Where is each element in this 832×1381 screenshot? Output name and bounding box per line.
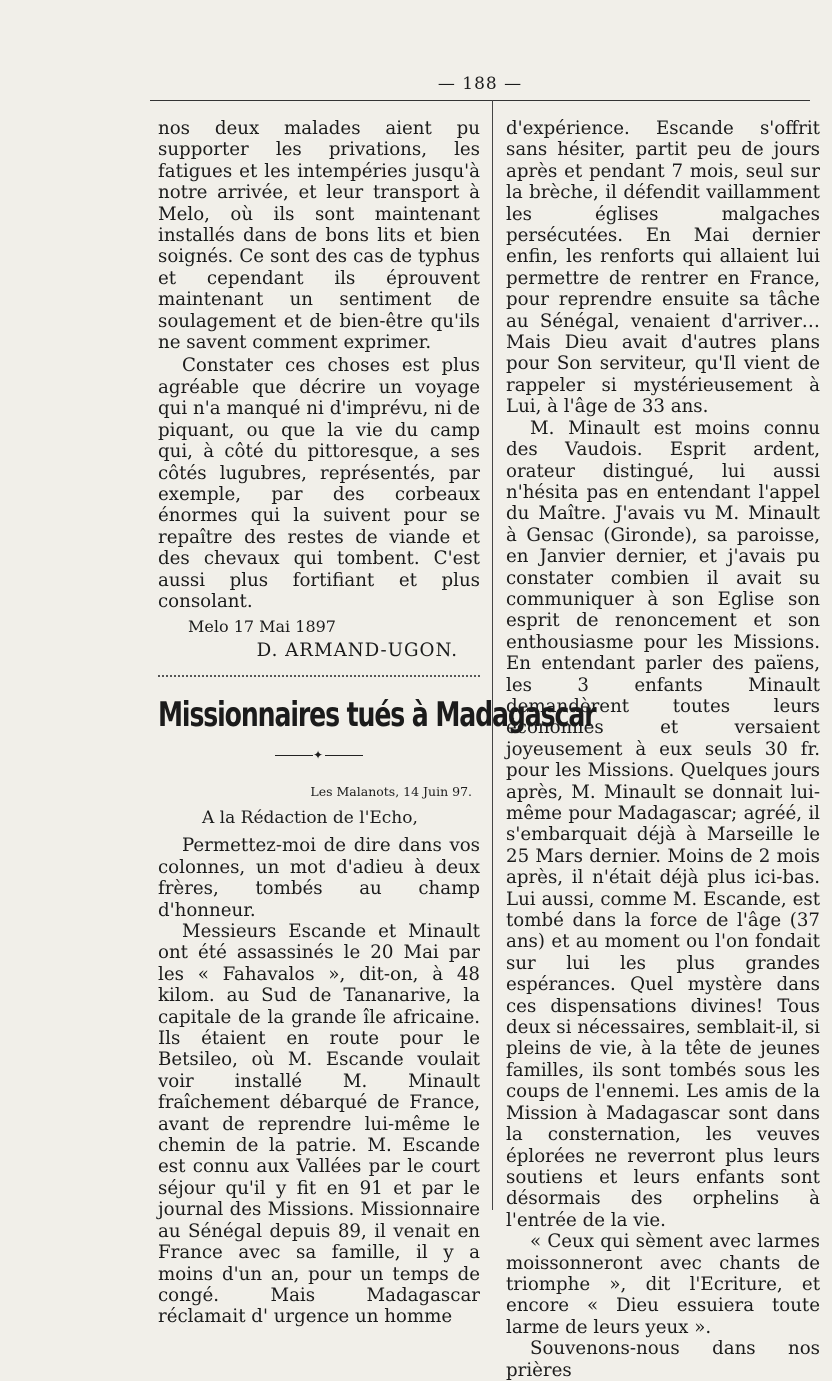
right-paragraph-4: Souvenons-nous dans nos prières [506,1338,820,1381]
right-paragraph-1: d'expérience. Escande s'offrit sans hésiter, partit peu de jours après et pendant 7 mois, seul sur la brèche, il défendit vaillamment les églises malgaches persécutées. En Mai dernier enfin, les renforts qui allaient lui permettre de rentrer en France, pour reprendre ensuite sa tâche au Sénégal, venaient d'arriver… Mais Dieu avait d'autres plans pour Son serviteur, qu'Il vient de rappeler si mystérieusement à Lui, à l'âge de 33 ans. [506,118,820,418]
letter-signature: D. ARMAND-UGON. [256,639,458,661]
left-column [158,118,596,1328]
right-paragraph-2: M. Minault est moins connu des Vaudois. Esprit ardent, orateur distingué, lui aussi n'hésita pas en entendant l'appel du Maître. J'avais vu M. Minault à Gensac (Gironde), sa paroisse, en Janvier dernier, et j'avais pu constater combien il avait su communiquer à son Eglise son esprit de renoncement et son enthousiasme pour les Missions. En entendant parler des païens, les 3 enfants Minault demandèrent toutes leurs économies et versaient joyeusement à eux seuls 30 fr. pour les Missions. Quelques jours après, M. Minault se donnait lui-même pour Madagascar; agréé, il s'embarquait déjà à Marseille le 25 Mars dernier. Moins de 2 mois après, il n'était déjà plus ici-bas. Lui aussi, comme M. Escande, est tombé dans la force de l'âge (37 ans) et au moment ou l'on fondait sur lui les plus grandes espérances. Quel mystère dans ces dispensations divines! Tous deux si nécessaires, semblait-il, si pleins de vie, à la tête de jeunes familles, ils sont tombés sous les coups de l'ennemi. Les amis de la Mission à Madagascar sont dans la consternation, les veuves éplorées ne reverront plus leurs soutiens et leurs enfants sont désormais des orphelins à l'entrée de la vie. [506,417,820,1231]
article-addressee: A la Rédaction de l'Echo, [202,807,418,828]
right-paragraph-3: « Ceux qui sèment avec larmes moissonneront avec chants de triomphe », dit l'Ecriture, et encore « Dieu essuiera toute larme de leurs yeux ». [506,1231,820,1338]
section-separator [158,675,480,677]
title-ornament: ✦ [158,745,480,766]
page-number: — 188 — [437,74,523,94]
letter-date: Melo 17 Mai 1897 [188,617,336,637]
page-header [150,74,810,101]
right-column [506,118,820,1381]
column-divider [492,100,493,1210]
left-paragraph-2: Constater ces choses est plus agréable que décrire un voyage qui n'a manqué ni d'imprévu, ni de piquant, ou que la vie du camp qui, à côté du pittoresque, a ses côtés lugubres, représentés, par exemple, par des corbeaux énormes qui la suivent pour se repaître des restes de viande et des chevaux qui tombent. C'est aussi plus fortifiant et plus consolant. [158,355,480,612]
left-paragraph-1: nos deux malades aient pu supporter les privations, les fatigues et les intempéries jusqu'à notre arrivée, et leur transport à Melo, où ils sont maintenant installés dans de bons lits et bien soignés. Ce sont des cas de typhus et cependant ils éprouvent maintenant un sentiment de soulagement et de bien-être qu'ils ne savent comment exprimer. [158,118,480,354]
article-dateline: Les Malanots, 14 Juin 97. [310,783,472,799]
article-title: Missionnaires tués à Madagascar [158,695,596,736]
left-paragraph-4: Messieurs Escande et Minault ont été assassinés le 20 Mai par les « Fahavalos », dit-on, à 48 kilom. au Sud de Tananarive, la capitale de la grande île africaine. Ils étaient en route pour le Betsileo, où M. Escande voulait voir installé M. Minault fraîchement débarqué de France, avant de reprendre lui-même le chemin de la patrie. M. Escande est connu aux Vallées par le court séjour qu'il y fit en 91 et par le journal des Missions. Missionnaire au Sénégal depuis 89, il venait en France avec sa famille, il y a moins d'un an, pour un temps de congé. Mais Madagascar réclamait d' urgence un homme [158,921,480,1328]
left-paragraph-3: Permettez-moi de dire dans vos colonnes, un mot d'adieu à deux frères, tombés au champ d'honneur. [158,835,480,921]
